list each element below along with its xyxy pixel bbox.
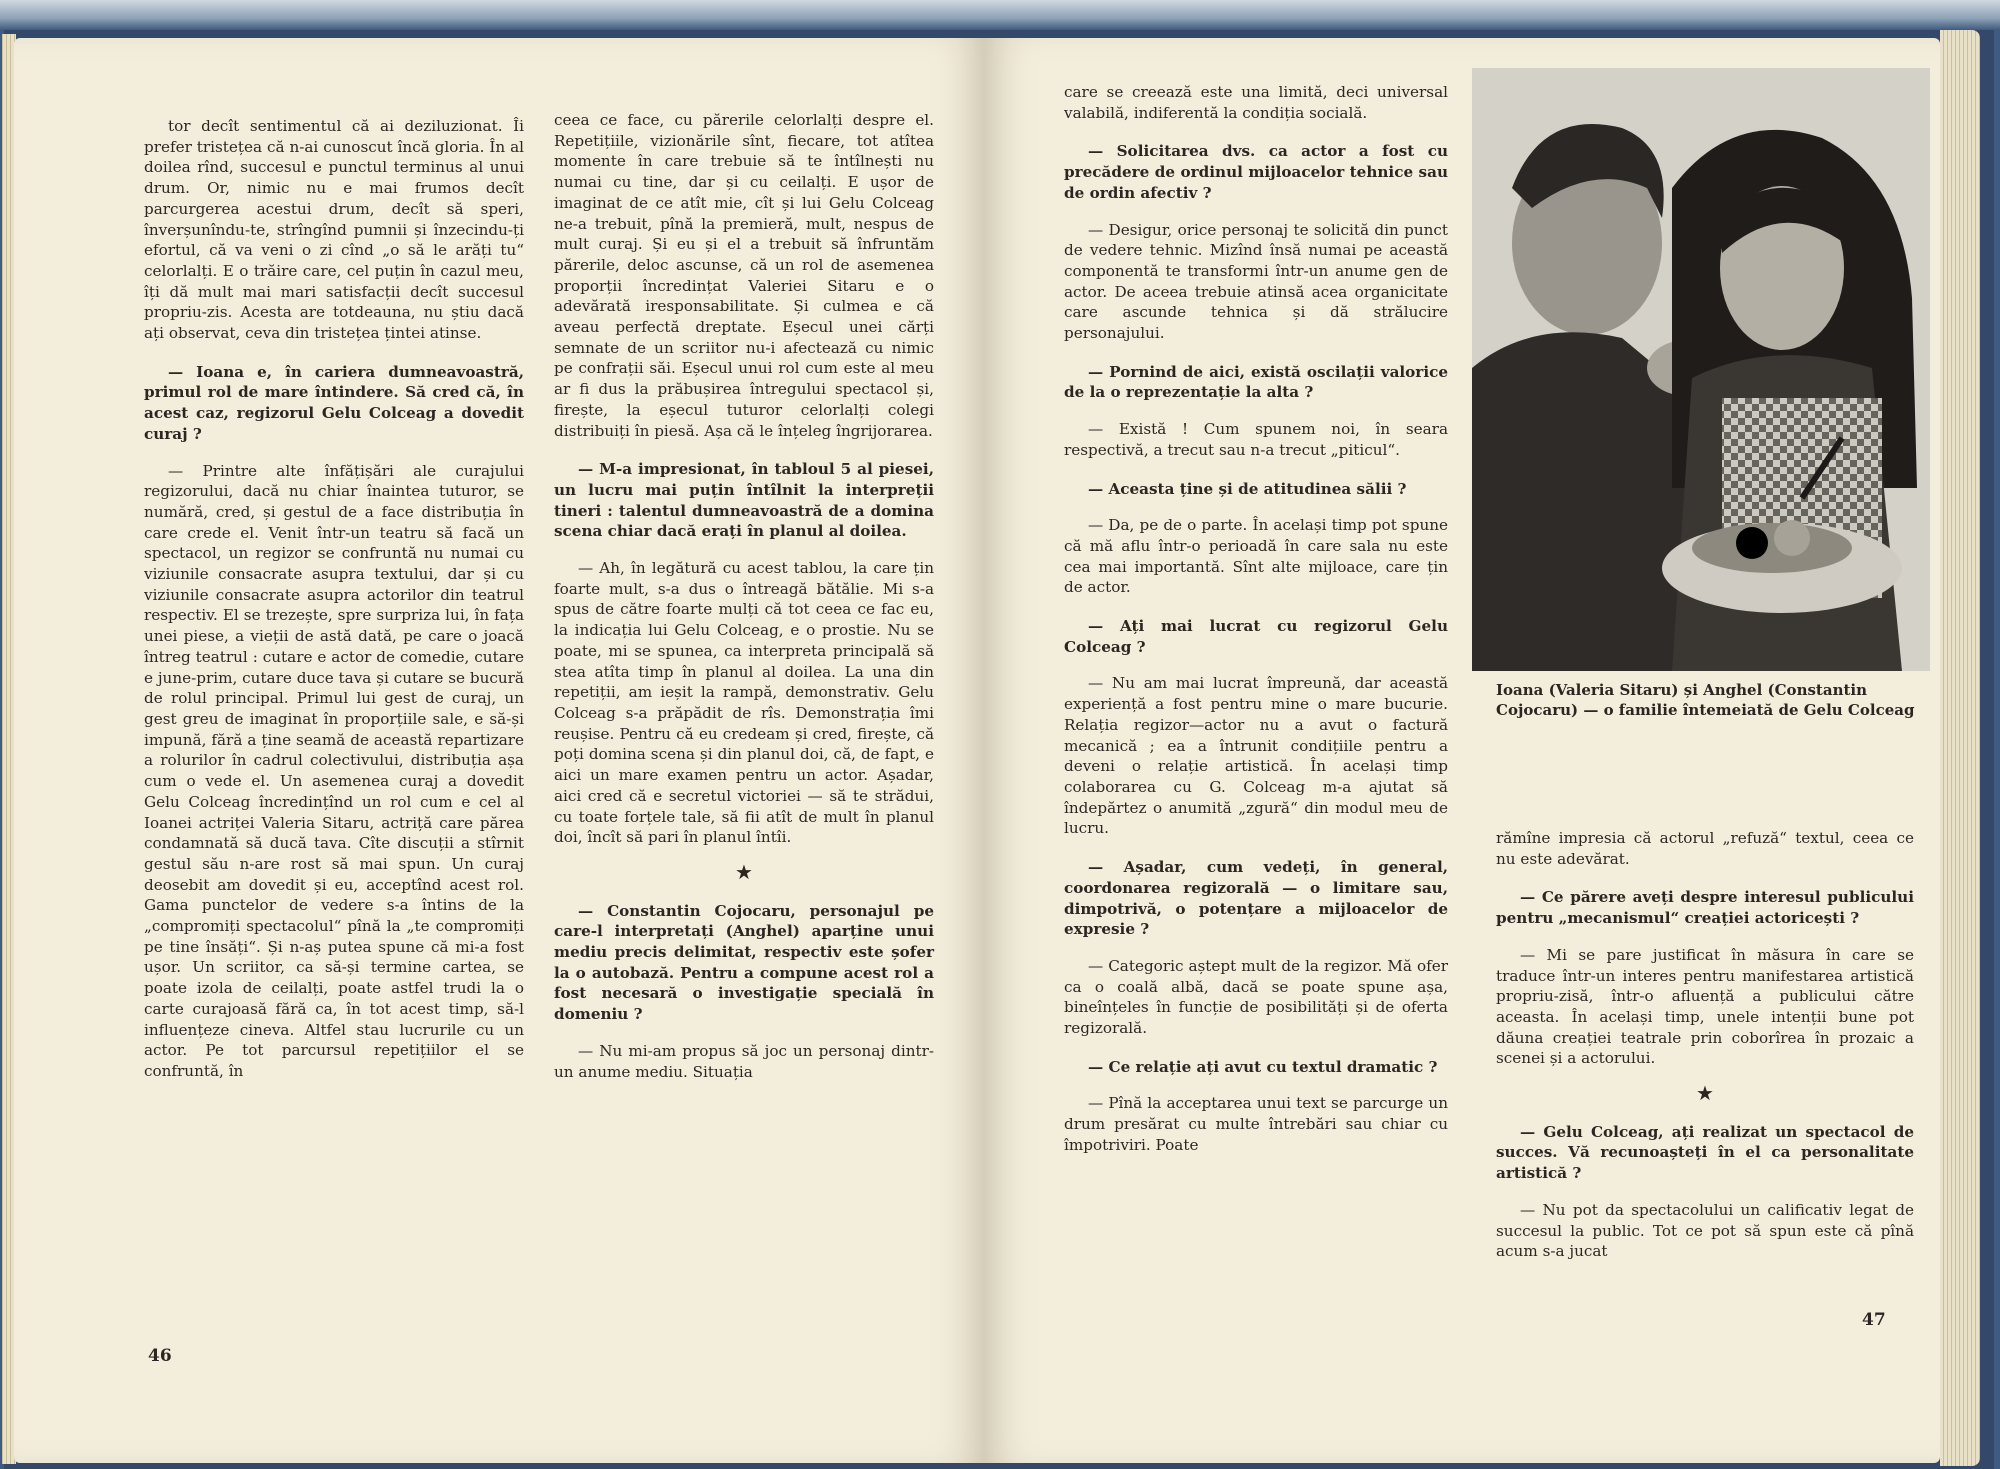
left-column-2 <box>554 110 934 1092</box>
paragraph: — Categoric aștept mult de la regizor. Mă ofer ca o coală albă, dacă se poate spune așa, bineînțeles în funcție de posibilități și de oferta regizorală. <box>1064 956 1448 1038</box>
paragraph: — Există ! Cum spunem noi, în seara respectivă, a trecut sau n-a trecut „piticul“. <box>1064 420 1448 459</box>
photo-actors <box>1472 68 1930 671</box>
paragraph: — Mi se pare justificat în măsura în care se traduce într-un interes pentru manifestarea artistică propriu-zisă, într-o afluență a publicului către aceasta. În același timp, unele intenții bune pot dăuna creației teatrale prin coborîrea în prozaic a scenei și a actorului. <box>1496 945 1914 1068</box>
interview-question: — Ce relație ați avut cu textul dramatic ? <box>1088 1057 1438 1076</box>
paragraph: — Ah, în legătură cu acest tablou, la care țin foarte mult, s-a dus o întreagă bătălie. Mi s-a spus de către foarte mulți că tot ceea ce fac eu, la indicația lui Gelu Colceag, e o prostie. Nu se poate, mi se spunea, ca interpreta principală să stea atîta timp în planul al doilea. La una din repetiții, am ieșit la rampă, demonstrativ. Gelu Colceag s-a prăpădit de rîs. Demonstrația îmi reușise. Pentru că eu credeam și cred, firește, că poți domina scena și din planul doi, că, de fapt, e aici un mare examen pentru un actor. Așadar, aici cred că e secretul victoriei — să te strădui, cu toate forțele tale, să fii atît de mult în planul doi, încît să pari în planul întîi. <box>554 559 934 847</box>
interview-question: — Gelu Colceag, ați realizat un spectacol de succes. Vă recunoașteți în el ca personalitate artistică ? <box>1496 1122 1914 1183</box>
interview-question: — Solicitarea dvs. ca actor a fost cu precădere de ordinul mijloacelor tehnice sau de ordin afectiv ? <box>1064 142 1448 202</box>
right-page <box>984 38 1940 1463</box>
paragraph: — Nu mi-am propus să joc un personaj dintr-un anume mediu. Situația <box>554 1041 934 1081</box>
interview-question: — Constantin Cojocaru, personajul pe care-l interpretați (Anghel) aparține unui mediu precis delimitat, respectiv este șofer la o autobază. Pentru a compune acest rol a fost necesară o investigație specială în domeniu ? <box>554 901 934 1024</box>
interview-question: — Ce părere aveți despre interesul publicului pentru „mecanismul“ creației actoricești ? <box>1496 888 1914 928</box>
paragraph: — Nu am mai lucrat împreună, dar această experiență a fost pentru mine o mare bucurie. Relația regizor—actor nu a avut o factură mecanică ; ea a întrunit condițiile pentru a deveni o relație artistică. În același timp colaborarea cu G. Colceag m-a ajutat să îndepărtez o anumită „zgură“ din modul meu de lucru. <box>1064 674 1448 838</box>
interview-question: — M-a impresionat, în tabloul 5 al piesei, un lucru mai puțin întîlnit la interpreții tineri : talentul dumneavoastră de a domina scena chiar dacă erați în planul al doilea. <box>554 460 934 541</box>
photo-caption: Ioana (Valeria Sitaru) și Anghel (Constantin Cojocaru) — o familie întemeiată de Gelu Colceag <box>1496 681 1915 719</box>
paragraph: — Nu pot da spectacolului un calificativ legat de succesul la public. Tot ce pot să spun este că pînă acum s-a jucat <box>1496 1200 1914 1261</box>
page-number-right: 47 <box>1862 1310 1886 1330</box>
paragraph: tor decît sentimentul că ai deziluzionat. Îi prefer tristețea că n-ai cunoscut încă gloria. În al doilea rînd, succesul e punctul terminus al unui drum. Or, nimic nu e mai frumos decît parcurgerea acestui drum, decît să speri, înverșunîndu-te, strîngînd pumnii și înzecindu-ți efortul, că va veni o zi cînd „o să le arăți tu“ celorlalți. E o trăire care, cel puțin în cazul meu, îți dă mult mai mari satisfacții decît succesul propriu-zis. Acesta are totdeauna, nu știu dacă ați observat, ceva din tristețea țintei atinse. <box>144 117 524 343</box>
section-separator-star: ★ <box>735 859 753 884</box>
interview-question: — Ați mai lucrat cu regizorul Gelu Colceag ? <box>1064 617 1448 656</box>
right-column-1 <box>1064 82 1448 1166</box>
paragraph: — Pînă la acceptarea unui text se parcurge un drum presărat cu multe întrebări sau chiar cu împotriviri. Poate <box>1064 1094 1448 1154</box>
paragraph: — Da, pe de o parte. În același timp pot spune că mă aflu într-o perioadă în care sala nu este cea mai importantă. Sînt alte mijloace, care țin de actor. <box>1064 516 1448 597</box>
left-column-1 <box>144 116 524 1092</box>
interview-question: — Așadar, cum vedeți, în general, coordonarea regizorală — o limitare sau, dimpotrivă, o potențare a mijloacelor de expresie ? <box>1064 858 1448 939</box>
page-number-left: 46 <box>148 1346 172 1366</box>
left-page <box>14 38 984 1463</box>
interview-question: — Pornind de aici, există oscilații valorice de la o reprezentație la alta ? <box>1064 362 1448 402</box>
right-column-2 <box>1496 828 1914 1272</box>
interview-question: — Aceasta ține și de atitudinea sălii ? <box>1088 479 1407 498</box>
right-page-edges <box>1940 30 1980 1466</box>
section-separator-star: ★ <box>1696 1081 1714 1106</box>
book-cover-top <box>0 0 2000 30</box>
paragraph: — Desigur, orice personaj te solicită din punct de vedere tehnic. Mizînd însă numai pe această componentă te transformi într-un anume gen de actor. De aceea trebuie atinsă acea organicitate care ascunde tehnica și dă strălucire personajului. <box>1064 220 1448 343</box>
paragraph-continued: rămîne impresia că actorul „refuză“ textul, ceea ce nu este adevărat. <box>1496 829 1914 868</box>
paragraph: — Printre alte înfățișări ale curajului regizorului, dacă nu chiar înaintea tuturor, se numără, cred, și gestul de a face distribuția în care crede el. Venit într-un teatru să facă un spectacol, un regizor se confruntă nu numai cu viziunile consacrate asupra textului, dar și cu viziunile consacrate asupra actorilor din teatrul respectiv. El se trezește, spre surpriza lui, în fața unei piese, a vieții de astă dată, pe care o joacă întreg teatrul : cutare e actor de comedie, cutare e june-prim, cutare duce tava și cutare se bucură de rolul principal. Primul lui gest de curaj, un gest greu de imaginat în proporțiile sale, e să-și impună, fără a ține seamă de această repartizare a rolurilor în cadrul colectivului, distribuția așa cum o vede el. Un asemenea curaj a dovedit Gelu Colceag încredințînd un rol cum e cel al Ioanei actriței Valeria Sitaru, actriță care părea condamnată să ducă tava. Cîte discuții a stîrnit gestul său n-are rost să mai spun. Un curaj deosebit am dovedit și eu, acceptînd acest rol. Gama punctelor de vedere s-a întins de la „compromiți spectacolul“ pînă la „te compromiți pe tine însăți“. Și n-aș putea spune că mi-a fost ușor. Un scriitor, ca să-și termine cartea, se poate izola de ceilalți, poate astfel trudi la o carte curajoasă fără ca, în tot acest timp, să-l influențeze cineva. Altfel stau lucrurile cu un actor. Pe tot parcursul repetițiilor el se confruntă, în <box>144 461 524 1080</box>
interview-question: — Ioana e, în cariera dumneavoastră, primul rol de mare întindere. Să cred că, în acest caz, regizorul Gelu Colceag a dovedit curaj ? <box>144 362 524 443</box>
paragraph-continued: ceea ce face, cu părerile celorlalți despre el. Repetițiile, vizionările sînt, fiecare, tot atîtea momente în care trebuie să te întîlnești nu numai cu tine, dar și cu ceilalți. E ușor de imaginat de ce atît mie, cît și lui Gelu Colceag ne-a trebuit, pînă la premieră, mult, nespus de mult curaj. Și eu și el a trebuit să înfruntăm părerile, deloc ascunse, că un rol de asemenea proporții încredințat Valeriei Sitaru e o adevărată iresponsabilitate. Și culmea e că aveau perfectă dreptate. Eșecul unei cărți semnate de un scriitor nu-i afectează cu nimic pe confrații săi. Eșecul unui rol cum este al meu ar fi dus la prăbușirea întregului spectacol și, firește, la eșecul tuturor celorlalți colegi distribuiți în piesă. Așa că le înțeleg îngrijorarea. <box>554 111 934 440</box>
paragraph-continued: care se creează este una limită, deci universal valabilă, indiferentă la condiția socială. <box>1064 83 1448 122</box>
